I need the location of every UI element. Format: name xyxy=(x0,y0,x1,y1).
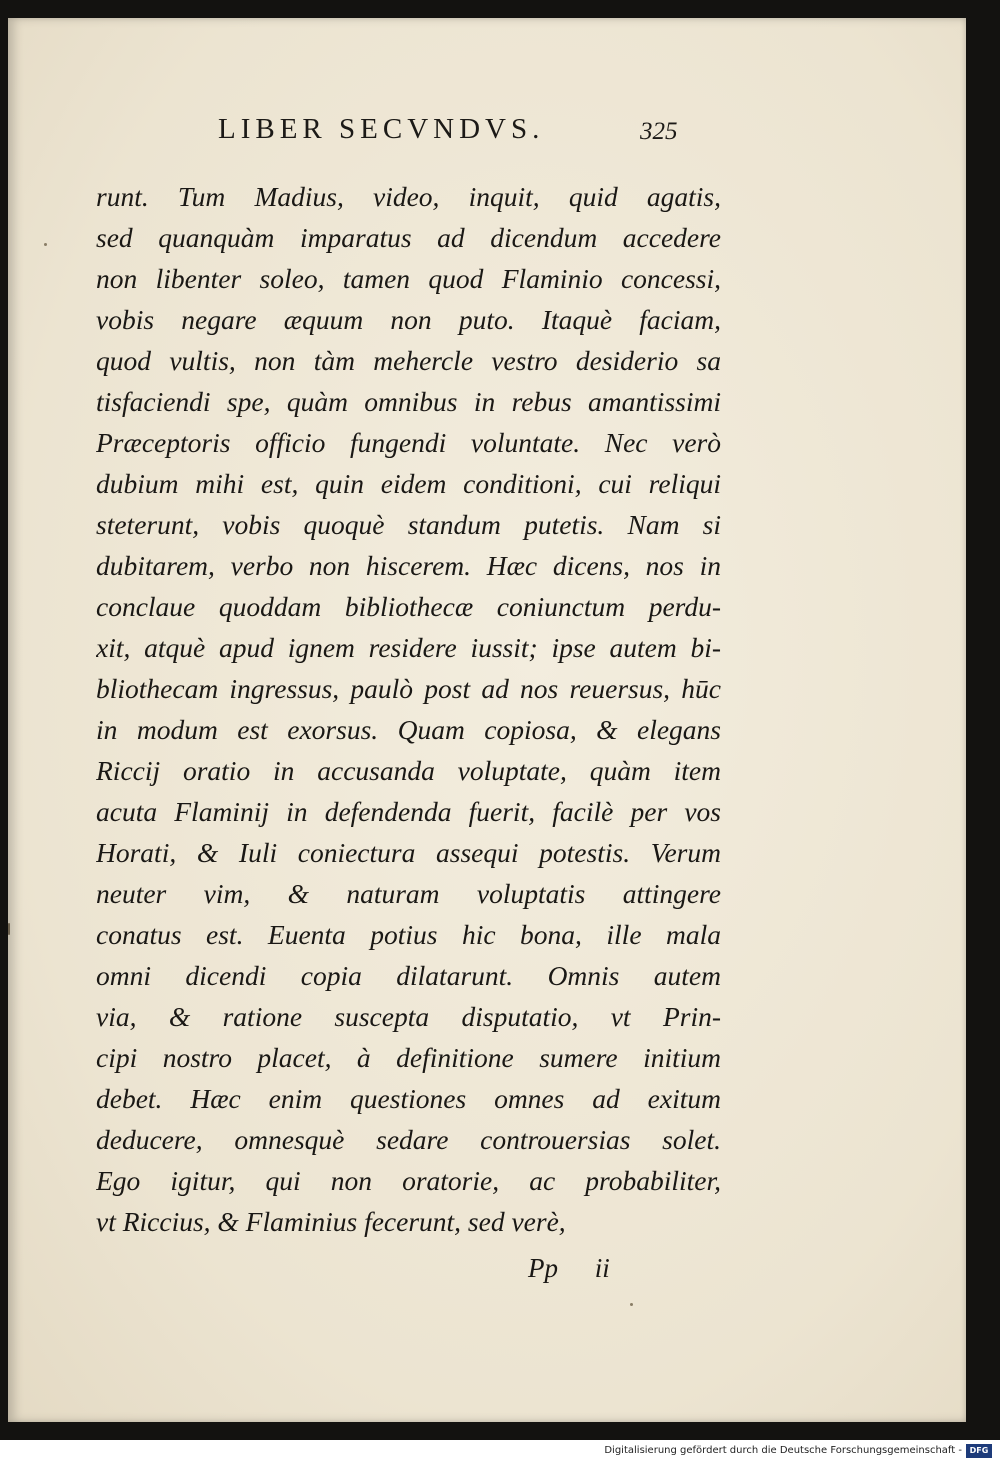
text-line: Horati, & Iuli coniectura assequi potestis. Verum xyxy=(96,837,721,868)
text-line: omni dicendi copia dilatarunt. Omnis autem xyxy=(96,960,721,991)
body-text xyxy=(96,176,721,1242)
text-line: debet. Hæc enim questiones omnes ad exitum xyxy=(96,1083,721,1114)
text-line: sed quanquàm imparatus ad dicendum accedere xyxy=(96,222,721,253)
text-line: via, & ratione suscepta disputatio, vt Prin- xyxy=(96,1001,721,1032)
text-line: xit, atquè apud ignem residere iussit; ipse autem bi- xyxy=(96,632,721,663)
text-line: conclaue quoddam bibliothecæ coniunctum perdu- xyxy=(96,591,721,622)
text-line: cipi nostro placet, à definitione sumere initium xyxy=(96,1042,721,1073)
text-line: bliothecam ingressus, paulò post ad nos reuersus, hūc xyxy=(96,673,721,704)
text-line: Riccij oratio in accusanda voluptate, quàm item xyxy=(96,755,721,786)
page-number: 325 xyxy=(640,118,678,145)
text-line: runt. Tum Madius, video, inquit, quid agatis, xyxy=(96,181,721,212)
text-line: in modum est exorsus. Quam copiosa, & elegans xyxy=(96,714,721,745)
text-line: steterunt, vobis quoquè standum putetis. Nam si xyxy=(96,509,721,540)
text-line: Ego igitur, qui non oratorie, ac probabiliter, xyxy=(96,1165,721,1196)
book-page xyxy=(8,18,966,1422)
text-line: dubitarem, verbo non hiscerem. Hæc dicens, nos in xyxy=(96,550,721,581)
signature-mark: Pp ii xyxy=(528,1253,610,1283)
text-line: tisfaciendi spe, quàm omnibus in rebus amantissimi xyxy=(96,386,721,417)
footer-bar xyxy=(0,1440,1000,1465)
text-line: dubium mihi est, quin eidem conditioni, cui reliqui xyxy=(96,468,721,499)
text-line: conatus est. Euenta potius hic bona, ille mala xyxy=(96,919,721,950)
text-line: vobis negare æquum non puto. Itaquè faciam, xyxy=(96,304,721,335)
paper-speck xyxy=(630,1303,633,1306)
text-line: acuta Flaminij in defendenda fuerit, facilè per vos xyxy=(96,796,721,827)
running-head: LIBER SECVNDVS. xyxy=(218,113,545,145)
text-line: non libenter soleo, tamen quod Flaminio concessi, xyxy=(96,263,721,294)
text-line: quod vultis, non tàm mehercle vestro desiderio sa xyxy=(96,345,721,376)
text-line: neuter vim, & naturam voluptatis attingere xyxy=(96,878,721,909)
text-line: deducere, omnesquè sedare controuersias solet. xyxy=(96,1124,721,1155)
text-line: vt Riccius, & Flaminius fecerunt, sed verè, xyxy=(96,1206,566,1237)
paper-speck xyxy=(44,243,47,246)
text-line: Præceptoris officio fungendi voluntate. Nec verò xyxy=(96,427,721,458)
paper-speck xyxy=(8,923,10,935)
funding-credit: Digitalisierung gefördert durch die Deutsche Forschungsgemeinschaft - xyxy=(604,1445,962,1456)
dfg-logo: DFG xyxy=(966,1444,992,1458)
